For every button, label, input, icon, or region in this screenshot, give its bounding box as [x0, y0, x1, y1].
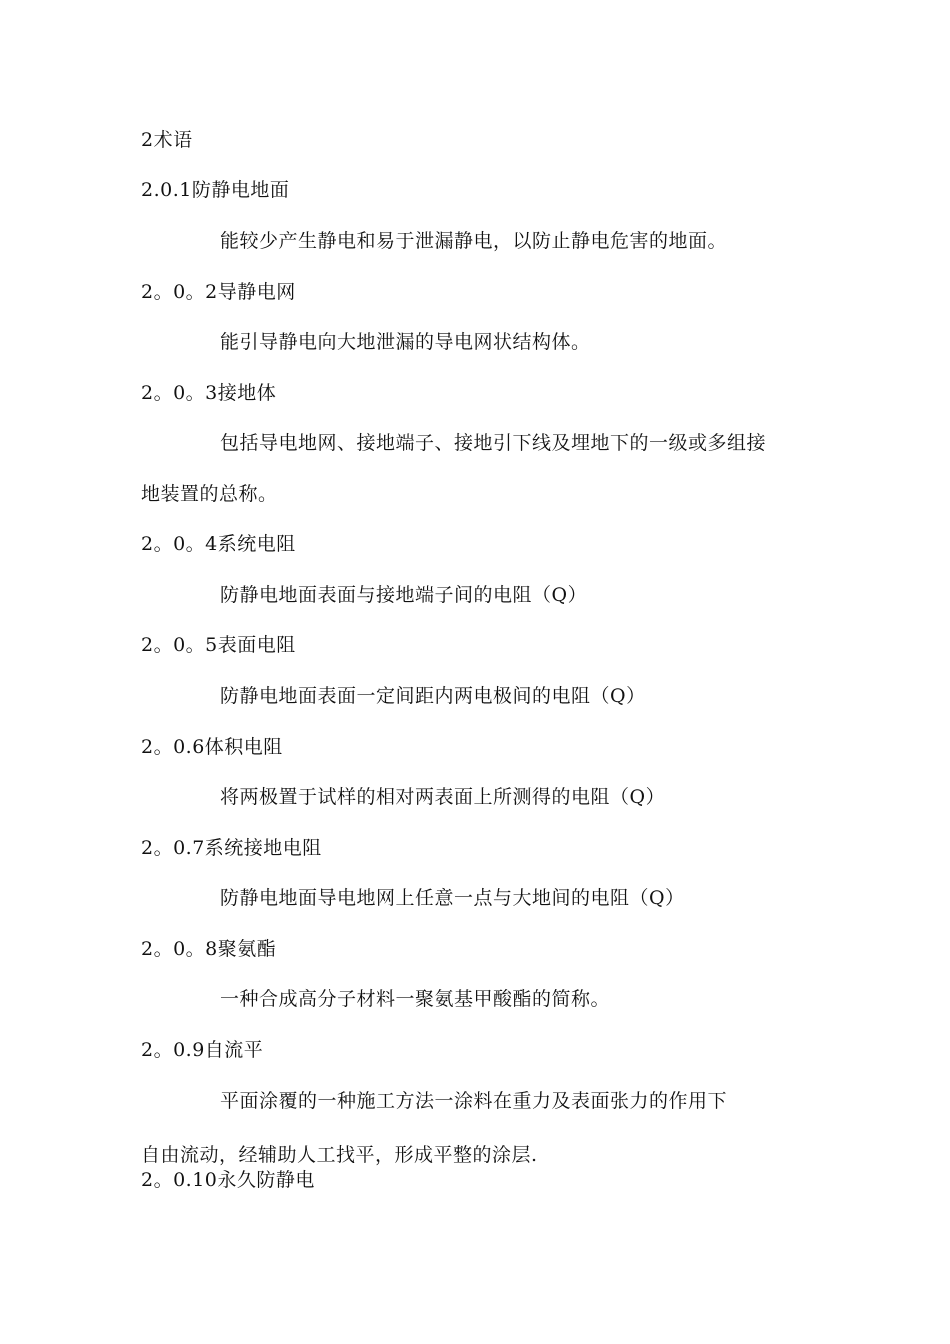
term-definition-2-0-7: 防静电地面导电地网上任意一点与大地间的电阻（Q）	[220, 887, 685, 909]
term-label-2-0-4: 2。0。4系统电阻	[141, 533, 296, 555]
term-definition-2-0-5: 防静电地面表面一定间距内两电极间的电阻（Q）	[220, 685, 646, 707]
term-label-2-0-1: 2.0.1防静电地面	[141, 179, 290, 201]
term-definition-2-0-8: 一种合成高分子材料一聚氨基甲酸酯的简称。	[220, 988, 611, 1010]
term-label-2-0-9: 2。0.9自流平	[141, 1039, 264, 1061]
term-label-2-0-10: 2。0.10永久防静电	[141, 1169, 315, 1191]
term-label-2-0-2: 2。0。2导静电网	[141, 281, 296, 303]
term-label-2-0-5: 2。0。5表面电阻	[141, 634, 296, 656]
term-definition-2-0-3: 包括导电地网、接地端子、接地引下线及埋地下的一级或多组接	[220, 432, 767, 454]
term-label-2-0-8: 2。0。8聚氨酯	[141, 938, 277, 960]
term-definition-2-0-3-continued: 地装置的总称。	[141, 483, 278, 505]
term-definition-2-0-4: 防静电地面表面与接地端子间的电阻（Q）	[220, 584, 588, 606]
term-definition-2-0-6: 将两极置于试样的相对两表面上所测得的电阻（Q）	[220, 786, 666, 808]
term-label-2-0-3: 2。0。3接地体	[141, 382, 277, 404]
term-label-2-0-6: 2。0.6体积电阻	[141, 736, 283, 758]
term-definition-2-0-9-continued: 自由流动，经辅助人工找平，形成平整的涂层.	[141, 1144, 538, 1166]
term-definition-2-0-1: 能较少产生静电和易于泄漏静电，以防止静电危害的地面。	[220, 230, 728, 252]
term-definition-2-0-9: 平面涂覆的一种施工方法一涂料在重力及表面张力的作用下	[220, 1090, 728, 1112]
section-heading: 2术语	[141, 129, 193, 151]
term-definition-2-0-2: 能引导静电向大地泄漏的导电网状结构体。	[220, 331, 591, 353]
term-label-2-0-7: 2。0.7系统接地电阻	[141, 837, 322, 859]
